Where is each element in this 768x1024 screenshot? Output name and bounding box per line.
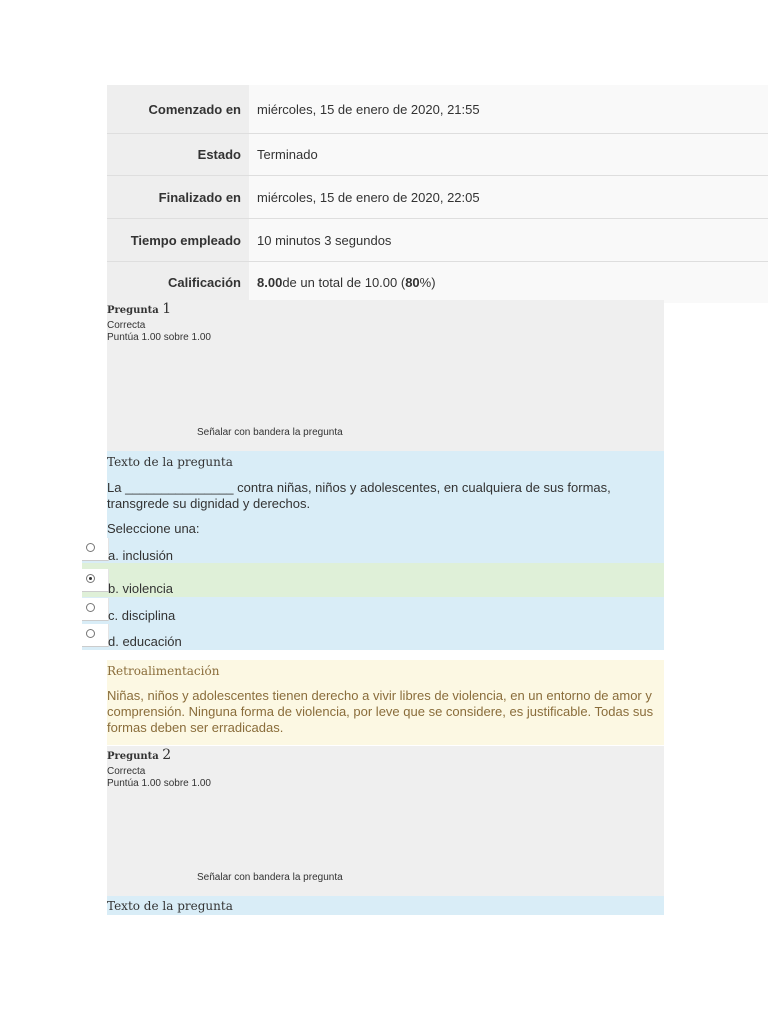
question-1-info [107,300,664,451]
answer-option-d[interactable] [82,623,664,650]
select-one-label: Seleccione una: [107,521,200,536]
radio-box [82,538,109,561]
summary-value: miércoles, 15 de enero de 2020, 21:55 [249,85,768,133]
flag-question-link[interactable]: Señalar con bandera la pregunta [197,427,343,438]
grade-percent: 80 [405,275,420,290]
summary-row-time-taken [107,219,768,262]
question-text-heading: Texto de la pregunta [107,899,233,913]
question-text-heading: Texto de la pregunta [107,455,233,469]
feedback-heading: Retroalimentación [107,664,220,678]
grade-score: 8.00 [257,275,283,290]
summary-value: miércoles, 15 de enero de 2020, 22:05 [249,176,768,218]
feedback-text: Niñas, niños y adolescentes tienen derecho a vivir libres de violencia, en un entorno de amor y comprensión. Ninguna forma de violencia, por leve que se considere, es justificable. Todas sus formas deben ser erradicadas. [107,688,654,735]
answer-option-label: b. violencia [108,581,174,596]
answer-option-c[interactable] [82,597,664,623]
feedback-panel [107,660,664,745]
question-2-content [107,896,664,915]
summary-row-started [107,85,768,134]
radio-b[interactable] [86,574,95,583]
question-text: La _______________ contra niñas, niños y adolescentes, en cualquiera de sus formas, transgrede su dignidad y derechos. [107,480,611,511]
answer-option-label: a. inclusión [108,548,174,563]
question-2-info [107,746,664,896]
question-number: Pregunta 2 [107,747,172,763]
radio-a[interactable] [86,543,95,552]
summary-label: Finalizado en [107,176,249,218]
summary-value: 10 minutos 3 segundos [249,219,768,261]
answer-option-label: d. educación [108,634,182,649]
summary-value: Terminado [249,134,768,175]
radio-c[interactable] [86,603,95,612]
radio-box [82,624,109,647]
radio-box [82,598,109,621]
summary-value [249,262,768,303]
summary-row-grade [107,262,768,303]
answer-option-b[interactable] [82,563,664,597]
grade-percent-suffix: %) [419,275,436,290]
radio-box [82,569,109,592]
grade-total: de un total de 10.00 ( [282,275,406,290]
question-grade: Puntúa 1.00 sobre 1.00 [107,778,211,789]
summary-row-finished [107,176,768,219]
summary-label: Tiempo empleado [107,219,249,261]
question-grade: Puntúa 1.00 sobre 1.00 [107,332,211,343]
attempt-summary-table [107,85,768,303]
summary-row-state [107,134,768,176]
flag-question-link[interactable]: Señalar con bandera la pregunta [197,872,343,883]
answer-option-a[interactable] [82,538,664,563]
summary-label: Comenzado en [107,85,249,133]
question-state: Correcta [107,320,146,331]
answer-option-label: c. disciplina [108,608,176,623]
summary-label: Calificación [107,262,249,303]
question-state: Correcta [107,766,146,777]
radio-d[interactable] [86,629,95,638]
summary-label: Estado [107,134,249,175]
question-number: Pregunta 1 [107,301,172,317]
